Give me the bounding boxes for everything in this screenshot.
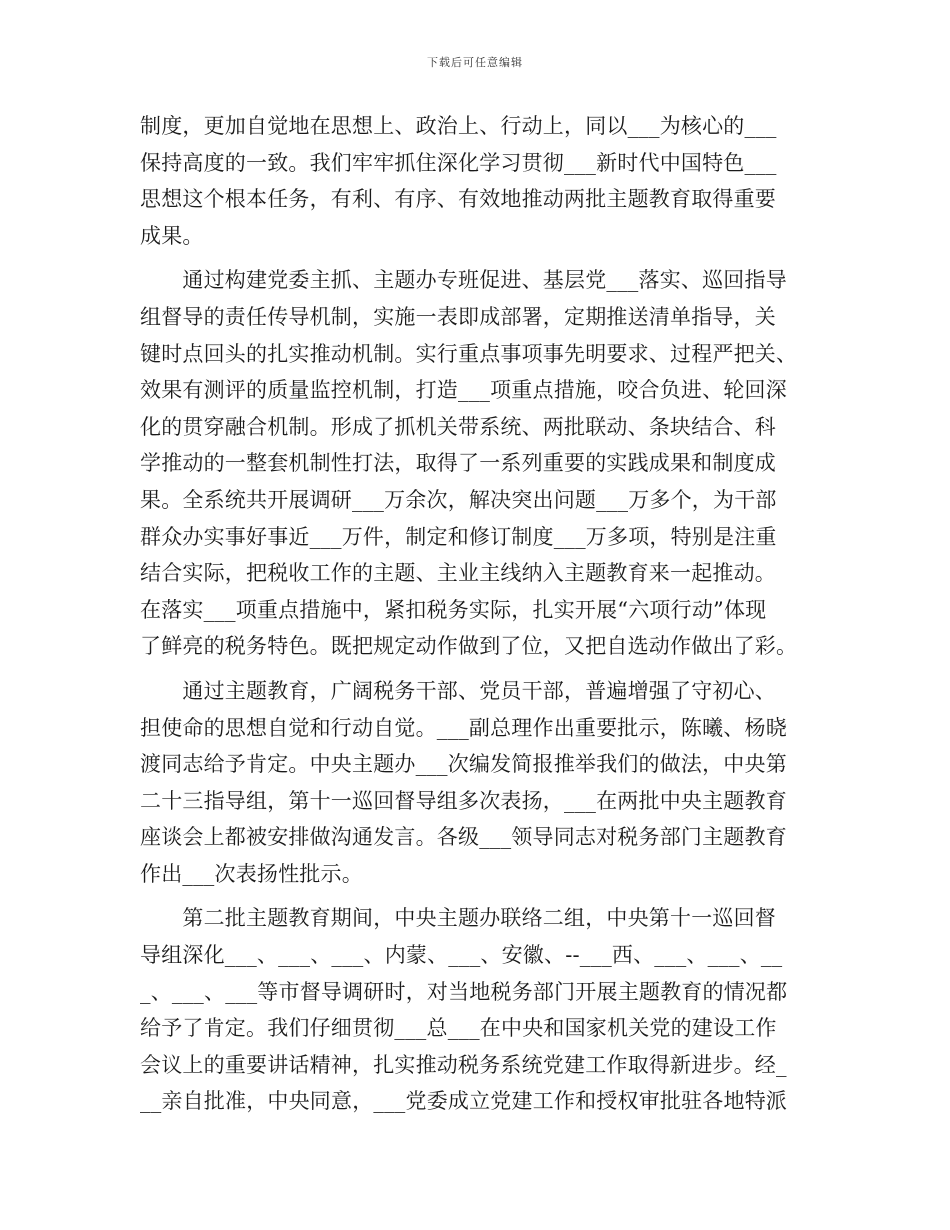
paragraph-1 — [140, 108, 812, 254]
text-line: 二十三指导组，第十一巡回督导组多次表扬，___在两批中央主题教育 — [140, 788, 787, 813]
text-line: 会议上的重要讲话精神，扎实推动税务系统党建工作取得新进步。经_ — [140, 1052, 787, 1077]
text-line: _、___、___等市督导调研时，对当地税务部门开展主题教育的情况都 — [140, 979, 788, 1004]
text-line: 渡同志给予肯定。中央主题办___次编发简报推举我们的做法，中央第 — [140, 752, 787, 777]
text-line: 保持高度的一致。我们牢牢抓住深化学习贯彻___新时代中国特色___ — [140, 150, 777, 175]
text-line: 组督导的责任传导机制，实施一表即成部署，定期推送清单指导，关 — [140, 304, 776, 329]
text-line: 化的贯穿融合机制。形成了抓机关带系统、两批联动、条块结合、科 — [140, 414, 776, 439]
text-line: 学推动的一整套机制性打法，取得了一系列重要的实践成果和制度成 — [140, 451, 776, 476]
page-header-note: 下载后可任意编辑 — [427, 56, 523, 69]
paragraph-spacer — [140, 892, 812, 900]
paragraph-3 — [140, 673, 812, 893]
text-line: 通过构建党委主抓、主题办专班促进、基层党___落实、巡回指导 — [140, 268, 787, 293]
text-line: 思想这个根本任务，有利、有序、有效地推动两批主题教育取得重要 — [140, 187, 776, 212]
text-line: 担使命的思想自觉和行动自觉。___副总理作出重要批示，陈曦、杨晓 — [140, 715, 787, 740]
paragraph-spacer — [140, 254, 812, 262]
text-line: 键时点回头的扎实推动机制。实行重点事项事先明要求、过程严把关、 — [140, 341, 798, 366]
paragraph-4 — [140, 900, 812, 1120]
text-line: 成果。 — [140, 223, 204, 248]
text-line: 座谈会上都被安排做沟通发言。各级___领导同志对税务部门主题教育 — [140, 825, 787, 850]
text-line: 在落实___项重点措施中，紧扣税务实际，扎实开展“六项行动”体现 — [140, 597, 767, 622]
paragraph-2 — [140, 262, 812, 665]
text-line: 导组深化___、___、___、内蒙、___、安徽、--___西、___、___、__ — [140, 943, 783, 968]
paragraph-spacer — [140, 665, 812, 673]
text-line: 了鲜亮的税务特色。既把规定动作做到了位，又把自选动作做出了彩。 — [140, 634, 798, 659]
text-line: 制度，更加自觉地在思想上、政治上、行动上，同以___为核心的___ — [140, 114, 777, 138]
text-line: __亲自批准，中央同意，___党委成立党建工作和授权审批驻各地特派 — [140, 1089, 788, 1114]
text-line: 作出___次表扬性批示。 — [140, 861, 363, 886]
text-line: 群众办实事好事近___万件，制定和修订制度___万多项，特别是注重 — [140, 524, 777, 549]
text-line: 通过主题教育，广阔税务干部、党员干部，普遍增强了守初心、 — [140, 678, 776, 703]
text-line: 第二批主题教育期间，中央主题办联络二组，中央第十一巡回督 — [140, 906, 776, 931]
text-line: 效果有测评的质量监控机制，打造___项重点措施，咬合负进、轮回深 — [140, 378, 787, 403]
text-line: 给予了肯定。我们仔细贯彻___总___在中央和国家机关党的建设工作 — [140, 1016, 777, 1041]
text-line: 结合实际，把税收工作的主题、主业主线纳入主题教育来一起推动。 — [140, 561, 776, 586]
document-body — [140, 108, 812, 1120]
text-line: 果。全系统共开展调研___万余次，解决突出问题___万多个，为干部 — [140, 487, 777, 512]
